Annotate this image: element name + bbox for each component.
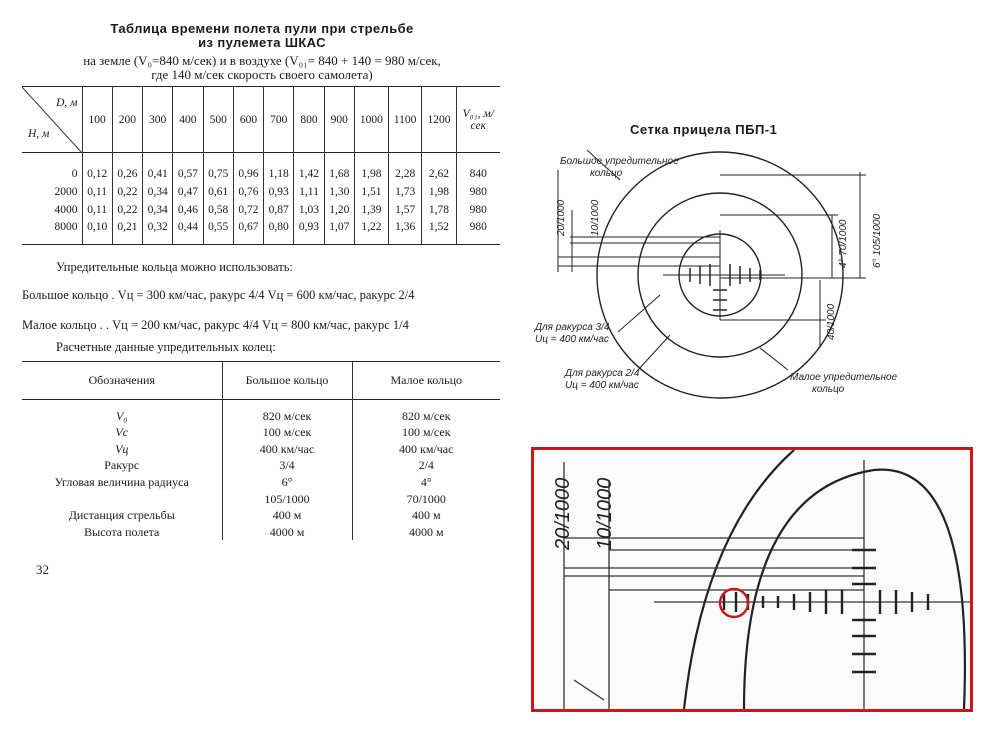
calc-cell: 100 м/сек	[222, 424, 352, 441]
table-cell: 1,68	[324, 153, 354, 183]
table-row	[22, 507, 500, 524]
row-altitude: 8000	[22, 219, 82, 245]
table-cell: 2,62	[422, 153, 456, 183]
flight-table-header	[22, 87, 500, 153]
table-cell: 0,55	[203, 219, 233, 245]
row-altitude: 0	[22, 153, 82, 183]
table-cell: 1,57	[388, 201, 421, 219]
table-row	[22, 457, 500, 474]
table-cell: 0,96	[233, 153, 263, 183]
rings-intro: Упредительные кольца можно использовать:	[56, 260, 293, 274]
table-cell: 0,11	[82, 183, 112, 201]
calc-cell: 3/4	[222, 457, 352, 474]
table-cell: 0,58	[203, 201, 233, 219]
calc-designation: Ракурс	[22, 457, 222, 474]
table-cell: 1,07	[324, 219, 354, 245]
table-cell: 1,36	[388, 219, 421, 245]
calc-cell: 2/4	[418, 458, 434, 473]
table-cell: 1,11	[294, 183, 324, 201]
diagram-title: Сетка прицела ПБП-1	[630, 122, 778, 137]
table-cell: 0,75	[203, 153, 233, 183]
ring-small-text: Малое кольцо . . Vц = 200 км/час, ракурс 4/4 Vц = 800 км/час, ракурс 1/4	[22, 318, 409, 332]
table-title-line2: из пулемета ШКАС	[198, 35, 326, 50]
table-cell: 1,18	[264, 153, 294, 183]
table-row	[22, 153, 500, 183]
calc-cell: 400 м	[411, 508, 441, 523]
col-header: 1000	[354, 87, 388, 153]
calc-designation	[22, 490, 222, 507]
table-cell: 0,34	[143, 183, 173, 201]
col-header: 100	[82, 87, 112, 153]
calc-header: Большое кольцо	[222, 362, 352, 400]
table-row	[22, 201, 500, 219]
col-header: 900	[324, 87, 354, 153]
col-header: 700	[264, 87, 294, 153]
calc-cell: 400 км/час	[222, 441, 352, 458]
zoom-inset	[531, 447, 973, 712]
calc-designation: Угловая величина радиуса	[22, 474, 222, 491]
table-cell: 0,12	[82, 153, 112, 183]
calc-cell: 400 км/час	[399, 441, 454, 456]
table-cell: 0,93	[294, 219, 324, 245]
calc-header: Малое кольцо	[390, 373, 462, 387]
calc-designation: Высота полета	[22, 524, 222, 541]
table-cell: 2,28	[388, 153, 421, 183]
table-row	[22, 424, 500, 441]
row-v01: 980	[469, 203, 487, 216]
calc-table	[22, 361, 500, 540]
table-cell: 0,57	[173, 153, 203, 183]
row-v01: 840	[469, 167, 487, 180]
calc-cell: 105/1000	[222, 490, 352, 507]
row-altitude: 2000	[22, 183, 82, 201]
row-v01: 980	[469, 221, 487, 234]
calc-cell: 820 м/сек	[401, 409, 451, 423]
table-cell: 1,73	[388, 183, 421, 201]
label-rakurs34-1: Для ракурса 3/4	[535, 322, 610, 333]
label-4deg: 4° 70/1000	[838, 219, 849, 268]
table-row	[22, 524, 500, 541]
col-header: 300	[143, 87, 173, 153]
table-cell: 0,47	[173, 183, 203, 201]
calc-cell: 4°	[420, 475, 432, 490]
table-row	[22, 183, 500, 201]
calc-cell: 100 м/сек	[401, 425, 451, 440]
calc-cell: 400 м	[222, 507, 352, 524]
zoom-label-10-1000: 10/1000	[594, 477, 616, 550]
row-v01: 980	[469, 185, 487, 198]
table-cell: 0,26	[112, 153, 142, 183]
table-cell: 0,67	[233, 219, 263, 245]
calc-cell: 820 м/сек	[222, 400, 352, 425]
table-cell: 1,42	[294, 153, 324, 183]
zoom-big-ring-arc	[684, 450, 794, 709]
col-header-v01: V₀₁, м/сек	[462, 107, 494, 132]
table-title-line1: Таблица времени полета пули при стрельбе	[110, 21, 414, 36]
table-cell: 1,52	[422, 219, 456, 245]
label-rakurs34-2: Uц = 400 км/час	[535, 334, 609, 345]
flight-time-table	[22, 86, 500, 245]
table-cell: 1,78	[422, 201, 456, 219]
table-cell: 0,34	[143, 201, 173, 219]
label-rakurs24-1: Для ракурса 2/4	[565, 368, 640, 379]
label-20-1000: 20/1000	[556, 199, 567, 236]
table-cell: 0,11	[82, 201, 112, 219]
table-cell: 1,22	[354, 219, 388, 245]
table-row	[22, 219, 500, 245]
label-big-ring-1: Большое упредительное	[560, 156, 679, 167]
table-cell: 1,51	[354, 183, 388, 201]
corner-top-label: D, м	[56, 97, 78, 109]
calc-cell: 4000 м	[408, 524, 444, 539]
table-cell: 1,03	[294, 201, 324, 219]
label-small-ring-1: Малое упредительное	[790, 372, 898, 383]
page-number: 32	[36, 562, 49, 577]
calc-table-header	[22, 362, 500, 400]
label-6deg: 6° 105/1000	[872, 213, 883, 268]
table-cell: 0,32	[143, 219, 173, 245]
table-row	[22, 400, 500, 425]
table-cell: 0,22	[112, 183, 142, 201]
table-cell: 0,80	[264, 219, 294, 245]
flight-table-body	[22, 153, 500, 245]
table-cell: 0,44	[173, 219, 203, 245]
label-big-ring-2: кольцо	[590, 168, 623, 179]
calc-designation: Vц	[22, 441, 222, 458]
calc-designation: Дистанция стрельбы	[22, 507, 222, 524]
col-header: 800	[294, 87, 324, 153]
col-header: 200	[112, 87, 142, 153]
table-row	[22, 441, 500, 458]
table-cell: 1,30	[324, 183, 354, 201]
table-cell: 0,10	[82, 219, 112, 245]
table-cell: 0,93	[264, 183, 294, 201]
table-cell: 0,22	[112, 201, 142, 219]
table-cell: 1,98	[422, 183, 456, 201]
calc-intro: Расчетные данные упредительных колец:	[56, 340, 276, 354]
col-header: 400	[173, 87, 203, 153]
calc-designation: Vc	[22, 424, 222, 441]
table-cell: 0,61	[203, 183, 233, 201]
ring-big-text: Большое кольцо . Vц = 300 км/час, ракурс 4/4 Vц = 600 км/час, ракурс 2/4	[22, 288, 415, 302]
label-10-1000: 10/1000	[590, 199, 601, 236]
calc-cell: 6°	[222, 474, 352, 491]
col-header: 500	[203, 87, 233, 153]
table-cell: 0,72	[233, 201, 263, 219]
table-row	[22, 474, 500, 491]
row-altitude: 4000	[22, 201, 82, 219]
table-cell: 1,20	[324, 201, 354, 219]
corner-cell	[22, 87, 82, 153]
table-cell: 0,87	[264, 201, 294, 219]
table-cell: 0,46	[173, 201, 203, 219]
table-row	[22, 490, 500, 507]
table-cell: 0,41	[143, 153, 173, 183]
table-subtitle-line1: на земле (V₀=840 м/сек) и в воздухе (V₀₁= 840 + 140 = 980 м/сек,	[83, 53, 441, 68]
label-40-1000: 40/1000	[826, 303, 837, 340]
calc-table-body	[22, 400, 500, 541]
zoom-label-20-1000: 20/1000	[552, 477, 574, 550]
col-header: 1200	[422, 87, 456, 153]
label-small-ring-2: кольцо	[812, 384, 845, 395]
table-subtitle-line2: где 140 м/сек скорость своего самолета)	[151, 67, 373, 82]
calc-header: Обозначения	[22, 362, 222, 400]
table-cell: 1,39	[354, 201, 388, 219]
label-rakurs24-2: Uц = 400 км/час	[565, 380, 639, 391]
calc-cell: 70/1000	[406, 491, 446, 506]
book-page	[22, 22, 502, 540]
col-header: 600	[233, 87, 263, 153]
table-cell: 0,21	[112, 219, 142, 245]
calc-cell: 4000 м	[222, 524, 352, 541]
table-cell: 0,76	[233, 183, 263, 201]
col-header: 1100	[388, 87, 421, 153]
table-cell: 1,98	[354, 153, 388, 183]
calc-designation: V₀	[22, 400, 222, 425]
corner-bottom-label: H, м	[28, 128, 50, 140]
